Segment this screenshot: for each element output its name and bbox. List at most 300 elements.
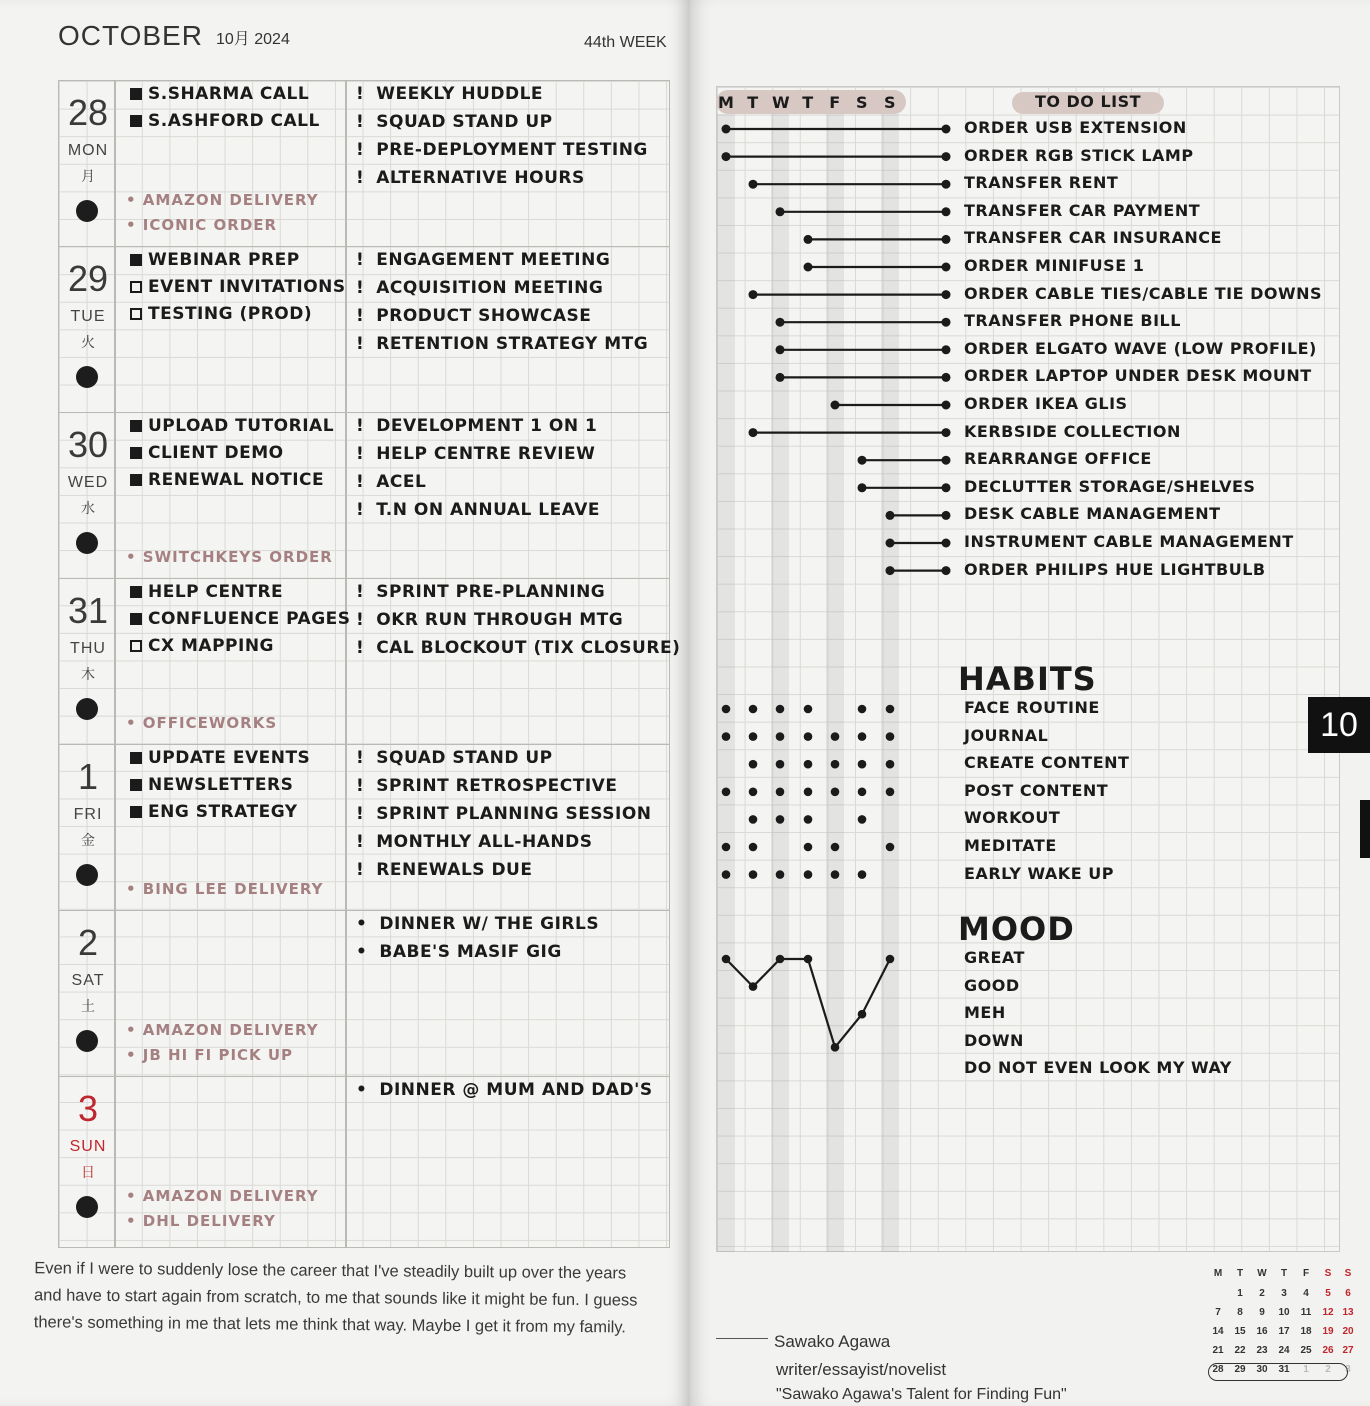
event-label: ACEL — [376, 472, 427, 492]
habit-done-dot — [886, 732, 895, 741]
habit-done-dot — [858, 705, 867, 714]
checkbox-icon[interactable] — [130, 88, 142, 100]
note-item: • AMAZON DELIVERY — [126, 191, 319, 209]
checkbox-icon[interactable] — [130, 640, 142, 652]
task-label: S.SHARMA CALL — [148, 84, 310, 104]
habit-done-dot — [749, 815, 758, 824]
mini-calendar-day[interactable]: 20 — [1342, 1326, 1354, 1337]
task-item[interactable] — [130, 775, 293, 795]
mini-calendar-day[interactable]: 18 — [1300, 1326, 1312, 1337]
moon-phase-icon — [76, 698, 98, 720]
todo-end-dot — [942, 511, 951, 520]
task-item[interactable] — [130, 277, 346, 297]
mini-calendar-day[interactable]: 26 — [1322, 1345, 1334, 1356]
week-letter: T — [747, 93, 759, 112]
todo-start-dot — [858, 483, 867, 492]
day-kanji: 金 — [81, 832, 95, 848]
mini-calendar-day[interactable]: 16 — [1256, 1326, 1268, 1337]
priority-mark: ! — [356, 832, 365, 852]
priority-mark: ! — [356, 416, 365, 436]
todo-start-dot — [776, 207, 785, 216]
habit-done-dot — [831, 870, 840, 879]
checkbox-icon[interactable] — [130, 254, 142, 266]
event-label: BABE'S MASIF GIG — [379, 942, 562, 962]
priority-mark: ! — [356, 112, 365, 132]
day-name: WED — [67, 474, 109, 491]
checkbox-icon[interactable] — [130, 613, 142, 625]
habit-done-dot — [804, 843, 813, 852]
todo-end-dot — [942, 539, 951, 548]
event-item — [356, 832, 592, 852]
checkbox-icon[interactable] — [130, 420, 142, 432]
task-label: RENEWAL NOTICE — [148, 470, 325, 490]
todo-item[interactable]: ORDER MINIFUSE 1 — [964, 256, 1145, 275]
mood-point — [804, 955, 813, 964]
habit-item[interactable]: POST CONTENT — [964, 780, 1109, 800]
event-item — [356, 416, 597, 436]
todo-start-dot — [804, 235, 813, 244]
event-label: SPRINT RETROSPECTIVE — [376, 776, 618, 796]
task-label: HELP CENTRE — [148, 582, 284, 602]
priority-mark: ! — [356, 278, 365, 298]
event-item — [356, 860, 532, 880]
event-label: HELP CENTRE REVIEW — [376, 444, 596, 464]
day-number: 3 — [77, 1088, 99, 1129]
event-item — [356, 610, 623, 630]
priority-mark: ! — [356, 610, 365, 630]
week-letter: S — [883, 93, 897, 112]
todo-end-dot — [942, 207, 951, 216]
mood-chart — [722, 955, 895, 1052]
mini-calendar-day[interactable]: 4 — [1303, 1288, 1309, 1299]
event-item — [356, 582, 605, 602]
event-label: SPRINT PRE-PLANNING — [376, 582, 606, 602]
task-item[interactable] — [130, 416, 334, 436]
mini-calendar-day[interactable]: 8 — [1237, 1307, 1243, 1318]
todo-start-dot — [804, 263, 813, 272]
todo-start-dot — [776, 373, 785, 382]
mini-calendar-day[interactable]: 19 — [1322, 1326, 1334, 1337]
task-label: UPLOAD TUTORIAL — [148, 416, 335, 436]
day-number: 29 — [67, 258, 109, 299]
habit-done-dot — [886, 843, 895, 852]
mini-calendar-header: M — [1213, 1268, 1223, 1279]
event-item — [356, 748, 553, 768]
habit-done-dot — [749, 732, 758, 741]
priority-mark: ! — [356, 748, 365, 768]
event-label: SQUAD STAND UP — [376, 748, 553, 768]
day-number: 30 — [67, 424, 109, 465]
note-item: • OFFICEWORKS — [126, 714, 278, 732]
mood-title: MOOD — [958, 910, 1075, 948]
mood-level-label: DOWN — [964, 1030, 1024, 1050]
note-item: • AMAZON DELIVERY — [126, 1021, 319, 1039]
day-name: SUN — [69, 1138, 107, 1155]
day-number: 2 — [77, 922, 99, 963]
event-label: ENGAGEMENT MEETING — [376, 250, 611, 270]
week-letter: S — [855, 93, 869, 112]
mini-calendar-day[interactable]: 12 — [1322, 1307, 1334, 1318]
note-item: • DHL DELIVERY — [126, 1212, 276, 1230]
todo-start-dot — [886, 511, 895, 520]
task-column-divider — [345, 80, 347, 1248]
todo-end-dot — [942, 263, 951, 272]
checkbox-icon[interactable] — [130, 447, 142, 459]
todo-end-dot — [942, 290, 951, 299]
todo-start-dot — [749, 428, 758, 437]
habit-done-dot — [776, 705, 785, 714]
mini-calendar-day[interactable]: 21 — [1212, 1345, 1224, 1356]
mood-point — [722, 955, 731, 964]
mini-calendar-day[interactable]: 3 — [1281, 1288, 1287, 1299]
todo-item[interactable]: ORDER ELGATO WAVE (LOW PROFILE) — [964, 338, 1317, 358]
event-item — [356, 638, 680, 658]
mood-level-label: MEH — [964, 1003, 1006, 1023]
habit-done-dot — [831, 788, 840, 797]
habit-done-dot — [776, 732, 785, 741]
todo-item[interactable]: KERBSIDE COLLECTION — [964, 421, 1181, 441]
habit-done-dot — [749, 870, 758, 879]
task-item[interactable] — [130, 636, 274, 656]
side-tab-marker — [1360, 800, 1370, 858]
mini-calendar-day[interactable]: 25 — [1300, 1345, 1312, 1356]
day-kanji: 火 — [81, 334, 95, 350]
priority-mark: ! — [356, 582, 365, 602]
event-item — [356, 140, 648, 160]
habit-done-dot — [804, 788, 813, 797]
day-divider — [58, 744, 670, 745]
bullet-mark: • — [356, 942, 368, 962]
todo-item[interactable]: ORDER RGB STICK LAMP — [964, 145, 1194, 165]
mini-calendar-day[interactable]: 22 — [1234, 1345, 1246, 1356]
priority-mark: ! — [356, 334, 365, 354]
mood-point — [776, 955, 785, 964]
habit-item[interactable]: CREATE CONTENT — [964, 753, 1130, 773]
bullet-mark: • — [356, 1080, 368, 1100]
mini-calendar-day[interactable]: 30 — [1256, 1364, 1268, 1375]
todo-item[interactable]: TRANSFER PHONE BILL — [964, 311, 1181, 331]
mini-calendar-day[interactable]: 5 — [1325, 1288, 1331, 1299]
mini-calendar-day[interactable]: 2 — [1259, 1288, 1265, 1299]
task-item[interactable] — [130, 748, 310, 768]
day-number: 28 — [67, 92, 109, 133]
task-item[interactable] — [130, 470, 324, 490]
bullet-mark: • — [356, 914, 368, 934]
month-side-tab[interactable]: 10 — [1308, 697, 1370, 753]
note-item: • AMAZON DELIVERY — [126, 1187, 319, 1205]
priority-mark: ! — [356, 444, 365, 464]
todo-item[interactable]: DECLUTTER STORAGE/SHELVES — [964, 476, 1256, 496]
task-label: ENG STRATEGY — [148, 802, 298, 822]
task-item[interactable] — [130, 802, 298, 822]
mini-calendar-day[interactable]: 1 — [1237, 1288, 1243, 1299]
moon-phase-icon — [76, 366, 98, 388]
priority-mark: ! — [356, 500, 365, 520]
mini-calendar-day[interactable]: 24 — [1278, 1345, 1290, 1356]
habit-done-dot — [749, 843, 758, 852]
todo-lines — [722, 125, 951, 576]
mini-calendar-day[interactable]: 14 — [1212, 1326, 1224, 1337]
task-item[interactable] — [130, 443, 284, 463]
event-label: ALTERNATIVE HOURS — [376, 168, 585, 188]
attribution-role: writer/essayist/novelist — [776, 1360, 947, 1379]
mini-calendar-day[interactable]: 10 — [1278, 1307, 1290, 1318]
moon-phase-icon — [76, 200, 98, 222]
day-number: 1 — [77, 756, 99, 797]
habit-done-dot — [776, 788, 785, 797]
mini-calendar-header: T — [1236, 1268, 1244, 1279]
checkbox-icon[interactable] — [130, 779, 142, 791]
mini-calendar-day[interactable]: 13 — [1342, 1307, 1354, 1318]
habit-done-dot — [886, 705, 895, 714]
event-item — [356, 112, 553, 132]
habit-done-dot — [722, 870, 731, 879]
task-label: CONFLUENCE PAGES — [148, 609, 351, 629]
mood-level-label: DO NOT EVEN LOOK MY WAY — [964, 1058, 1232, 1078]
task-item[interactable] — [130, 582, 283, 602]
mini-calendar-day[interactable]: 9 — [1259, 1307, 1265, 1318]
current-week-highlight — [1208, 1363, 1348, 1381]
mood-point — [886, 955, 895, 964]
mini-calendar-day[interactable]: 27 — [1342, 1345, 1354, 1356]
task-label: S.ASHFORD CALL — [148, 111, 320, 131]
day-name: TUE — [70, 308, 106, 325]
day-name: FRI — [73, 806, 103, 823]
todo-title: TO DO LIST — [1034, 92, 1142, 111]
habit-done-dot — [776, 760, 785, 769]
event-label: DINNER W/ THE GIRLS — [379, 914, 600, 934]
task-item[interactable] — [130, 609, 351, 629]
moon-phase-icon — [76, 864, 98, 886]
mini-calendar-header: T — [1280, 1268, 1288, 1279]
mini-calendar-day[interactable]: 28 — [1212, 1364, 1224, 1375]
priority-mark: ! — [356, 804, 365, 824]
event-item — [356, 306, 591, 326]
todo-item[interactable]: ORDER CABLE TIES/CABLE TIE DOWNS — [964, 283, 1323, 303]
habit-item[interactable]: WORKOUT — [964, 808, 1061, 828]
event-item — [356, 914, 599, 934]
event-item — [356, 84, 543, 104]
event-item — [356, 444, 595, 464]
day-divider — [58, 412, 670, 413]
task-label: UPDATE EVENTS — [148, 748, 311, 768]
event-item — [356, 250, 610, 270]
event-label: T.N ON ANNUAL LEAVE — [376, 500, 601, 520]
event-label: SQUAD STAND UP — [376, 112, 553, 132]
habit-done-dot — [722, 732, 731, 741]
mini-calendar-day[interactable]: 11 — [1300, 1307, 1312, 1318]
checkbox-icon[interactable] — [130, 806, 142, 818]
habit-item[interactable]: FACE ROUTINE — [964, 698, 1100, 717]
event-item — [356, 500, 600, 520]
priority-mark: ! — [356, 168, 365, 188]
habit-done-dot — [831, 843, 840, 852]
task-label: NEWSLETTERS — [148, 775, 294, 795]
mini-calendar-day[interactable]: 17 — [1278, 1326, 1290, 1337]
habit-done-dot — [804, 815, 813, 824]
habit-done-dot — [858, 760, 867, 769]
mini-calendar-day[interactable]: 15 — [1234, 1326, 1246, 1337]
mini-calendar-day[interactable]: 31 — [1278, 1364, 1290, 1375]
day-name: MON — [67, 142, 109, 159]
week-letter: M — [718, 93, 735, 112]
todo-item[interactable]: ORDER USB EXTENSION — [964, 118, 1187, 137]
mini-calendar-day[interactable]: 3 — [1345, 1364, 1351, 1375]
day-kanji: 土 — [81, 998, 95, 1014]
attribution-name: Sawako Agawa — [774, 1332, 891, 1351]
checkbox-icon[interactable] — [130, 308, 142, 320]
habit-done-dot — [749, 760, 758, 769]
checkbox-icon[interactable] — [130, 281, 142, 293]
todo-end-dot — [942, 235, 951, 244]
todo-item[interactable]: INSTRUMENT CABLE MANAGEMENT — [964, 532, 1294, 551]
mini-calendar-day[interactable]: 6 — [1345, 1288, 1351, 1299]
mini-calendar-header: W — [1257, 1268, 1267, 1279]
priority-mark: ! — [356, 84, 365, 104]
event-item — [356, 334, 648, 354]
note-item: • BING LEE DELIVERY — [126, 880, 324, 898]
todo-item[interactable]: TRANSFER RENT — [964, 173, 1119, 193]
task-label: WEBINAR PREP — [148, 250, 300, 270]
todo-item[interactable]: REARRANGE OFFICE — [964, 449, 1152, 469]
mood-level-label: GREAT — [964, 948, 1025, 967]
event-item — [356, 168, 585, 188]
todo-start-dot — [722, 125, 731, 134]
task-item[interactable] — [130, 84, 309, 104]
mood-line-path — [726, 959, 890, 1047]
habit-dots — [722, 705, 895, 879]
habit-done-dot — [749, 705, 758, 714]
todo-start-dot — [749, 290, 758, 299]
week-letter: T — [802, 93, 814, 112]
event-item — [356, 776, 617, 796]
event-label: PRODUCT SHOWCASE — [376, 306, 592, 326]
todo-item[interactable]: ORDER LAPTOP UNDER DESK MOUNT — [964, 366, 1312, 386]
habit-done-dot — [722, 788, 731, 797]
todo-start-dot — [886, 566, 895, 575]
note-item: • SWITCHKEYS ORDER — [126, 548, 333, 566]
priority-mark: ! — [356, 306, 365, 326]
priority-mark: ! — [356, 860, 365, 880]
event-item — [356, 472, 426, 492]
note-item: • JB HI FI PICK UP — [126, 1046, 294, 1064]
event-item — [356, 804, 652, 824]
todo-start-dot — [776, 345, 785, 354]
event-item — [356, 942, 562, 962]
mood-point — [749, 982, 758, 991]
habit-done-dot — [831, 732, 840, 741]
event-label: RETENTION STRATEGY MTG — [376, 334, 649, 354]
event-label: RENEWALS DUE — [376, 860, 533, 880]
month-title: OCTOBER — [58, 20, 203, 51]
event-item — [356, 278, 603, 298]
todo-end-dot — [942, 483, 951, 492]
day-name: THU — [70, 640, 106, 657]
note-item: • ICONIC ORDER — [126, 216, 278, 234]
todo-item[interactable]: DESK CABLE MANAGEMENT — [964, 504, 1221, 524]
task-label: EVENT INVITATIONS — [148, 277, 346, 297]
todo-end-dot — [942, 373, 951, 382]
mood-point — [858, 1010, 867, 1019]
todo-item[interactable]: ORDER IKEA GLIS — [964, 394, 1128, 413]
priority-mark: ! — [356, 250, 365, 270]
mini-calendar-day[interactable]: 29 — [1234, 1364, 1246, 1375]
todo-end-dot — [942, 318, 951, 327]
moon-phase-icon — [76, 1030, 98, 1052]
mini-calendar-day[interactable]: 23 — [1256, 1345, 1268, 1356]
task-item[interactable] — [130, 250, 300, 270]
todo-item[interactable]: ORDER PHILIPS HUE LIGHTBULB — [964, 559, 1266, 579]
attribution-line — [716, 1338, 768, 1339]
event-item — [356, 1080, 653, 1100]
checkbox-icon[interactable] — [130, 752, 142, 764]
todo-end-dot — [942, 152, 951, 161]
event-label: PRE-DEPLOYMENT TESTING — [376, 140, 648, 160]
checkbox-icon[interactable] — [130, 474, 142, 486]
right-page — [690, 0, 1370, 1406]
task-label: CLIENT DEMO — [148, 443, 284, 463]
habit-done-dot — [858, 788, 867, 797]
day-divider — [58, 246, 670, 247]
habit-item[interactable]: MEDITATE — [964, 836, 1057, 855]
mini-calendar-header: S — [1344, 1268, 1352, 1279]
todo-end-dot — [942, 125, 951, 134]
checkbox-icon[interactable] — [130, 115, 142, 127]
habit-done-dot — [776, 815, 785, 824]
day-kanji: 日 — [81, 1164, 95, 1180]
mini-calendar-header: S — [1324, 1268, 1332, 1279]
task-label: TESTING (PROD) — [148, 304, 313, 324]
todo-start-dot — [886, 539, 895, 548]
priority-mark: ! — [356, 776, 365, 796]
todo-start-dot — [831, 401, 840, 410]
week-label: 44th WEEK — [584, 34, 667, 51]
habit-done-dot — [804, 732, 813, 741]
todo-end-dot — [942, 180, 951, 189]
habit-done-dot — [776, 870, 785, 879]
event-label: DEVELOPMENT 1 ON 1 — [376, 416, 598, 436]
habit-item[interactable]: EARLY WAKE UP — [964, 863, 1114, 883]
habit-done-dot — [858, 732, 867, 741]
priority-mark: ! — [356, 140, 365, 160]
week-letter: F — [829, 93, 841, 112]
task-item[interactable] — [130, 111, 320, 131]
mini-calendar-day[interactable]: 1 — [1303, 1364, 1309, 1375]
habit-done-dot — [858, 815, 867, 824]
day-kanji: 月 — [81, 168, 95, 184]
todo-end-dot — [942, 401, 951, 410]
mini-calendar-day[interactable]: 7 — [1215, 1307, 1221, 1318]
todo-start-dot — [858, 456, 867, 465]
task-label: CX MAPPING — [148, 636, 275, 656]
habit-done-dot — [804, 870, 813, 879]
todo-end-dot — [942, 428, 951, 437]
mood-level-label: GOOD — [964, 975, 1020, 995]
mini-calendar-day[interactable]: 2 — [1325, 1364, 1331, 1375]
habit-done-dot — [886, 788, 895, 797]
habit-item[interactable]: JOURNAL — [964, 725, 1049, 745]
task-item[interactable] — [130, 304, 312, 324]
todo-start-dot — [722, 152, 731, 161]
habit-done-dot — [858, 870, 867, 879]
todo-item[interactable]: TRANSFER CAR INSURANCE — [964, 228, 1222, 248]
checkbox-icon[interactable] — [130, 586, 142, 598]
todo-item[interactable]: TRANSFER CAR PAYMENT — [964, 200, 1201, 220]
habit-done-dot — [749, 788, 758, 797]
event-label: MONTHLY ALL-HANDS — [376, 832, 593, 852]
priority-mark: ! — [356, 472, 365, 492]
habit-done-dot — [831, 760, 840, 769]
